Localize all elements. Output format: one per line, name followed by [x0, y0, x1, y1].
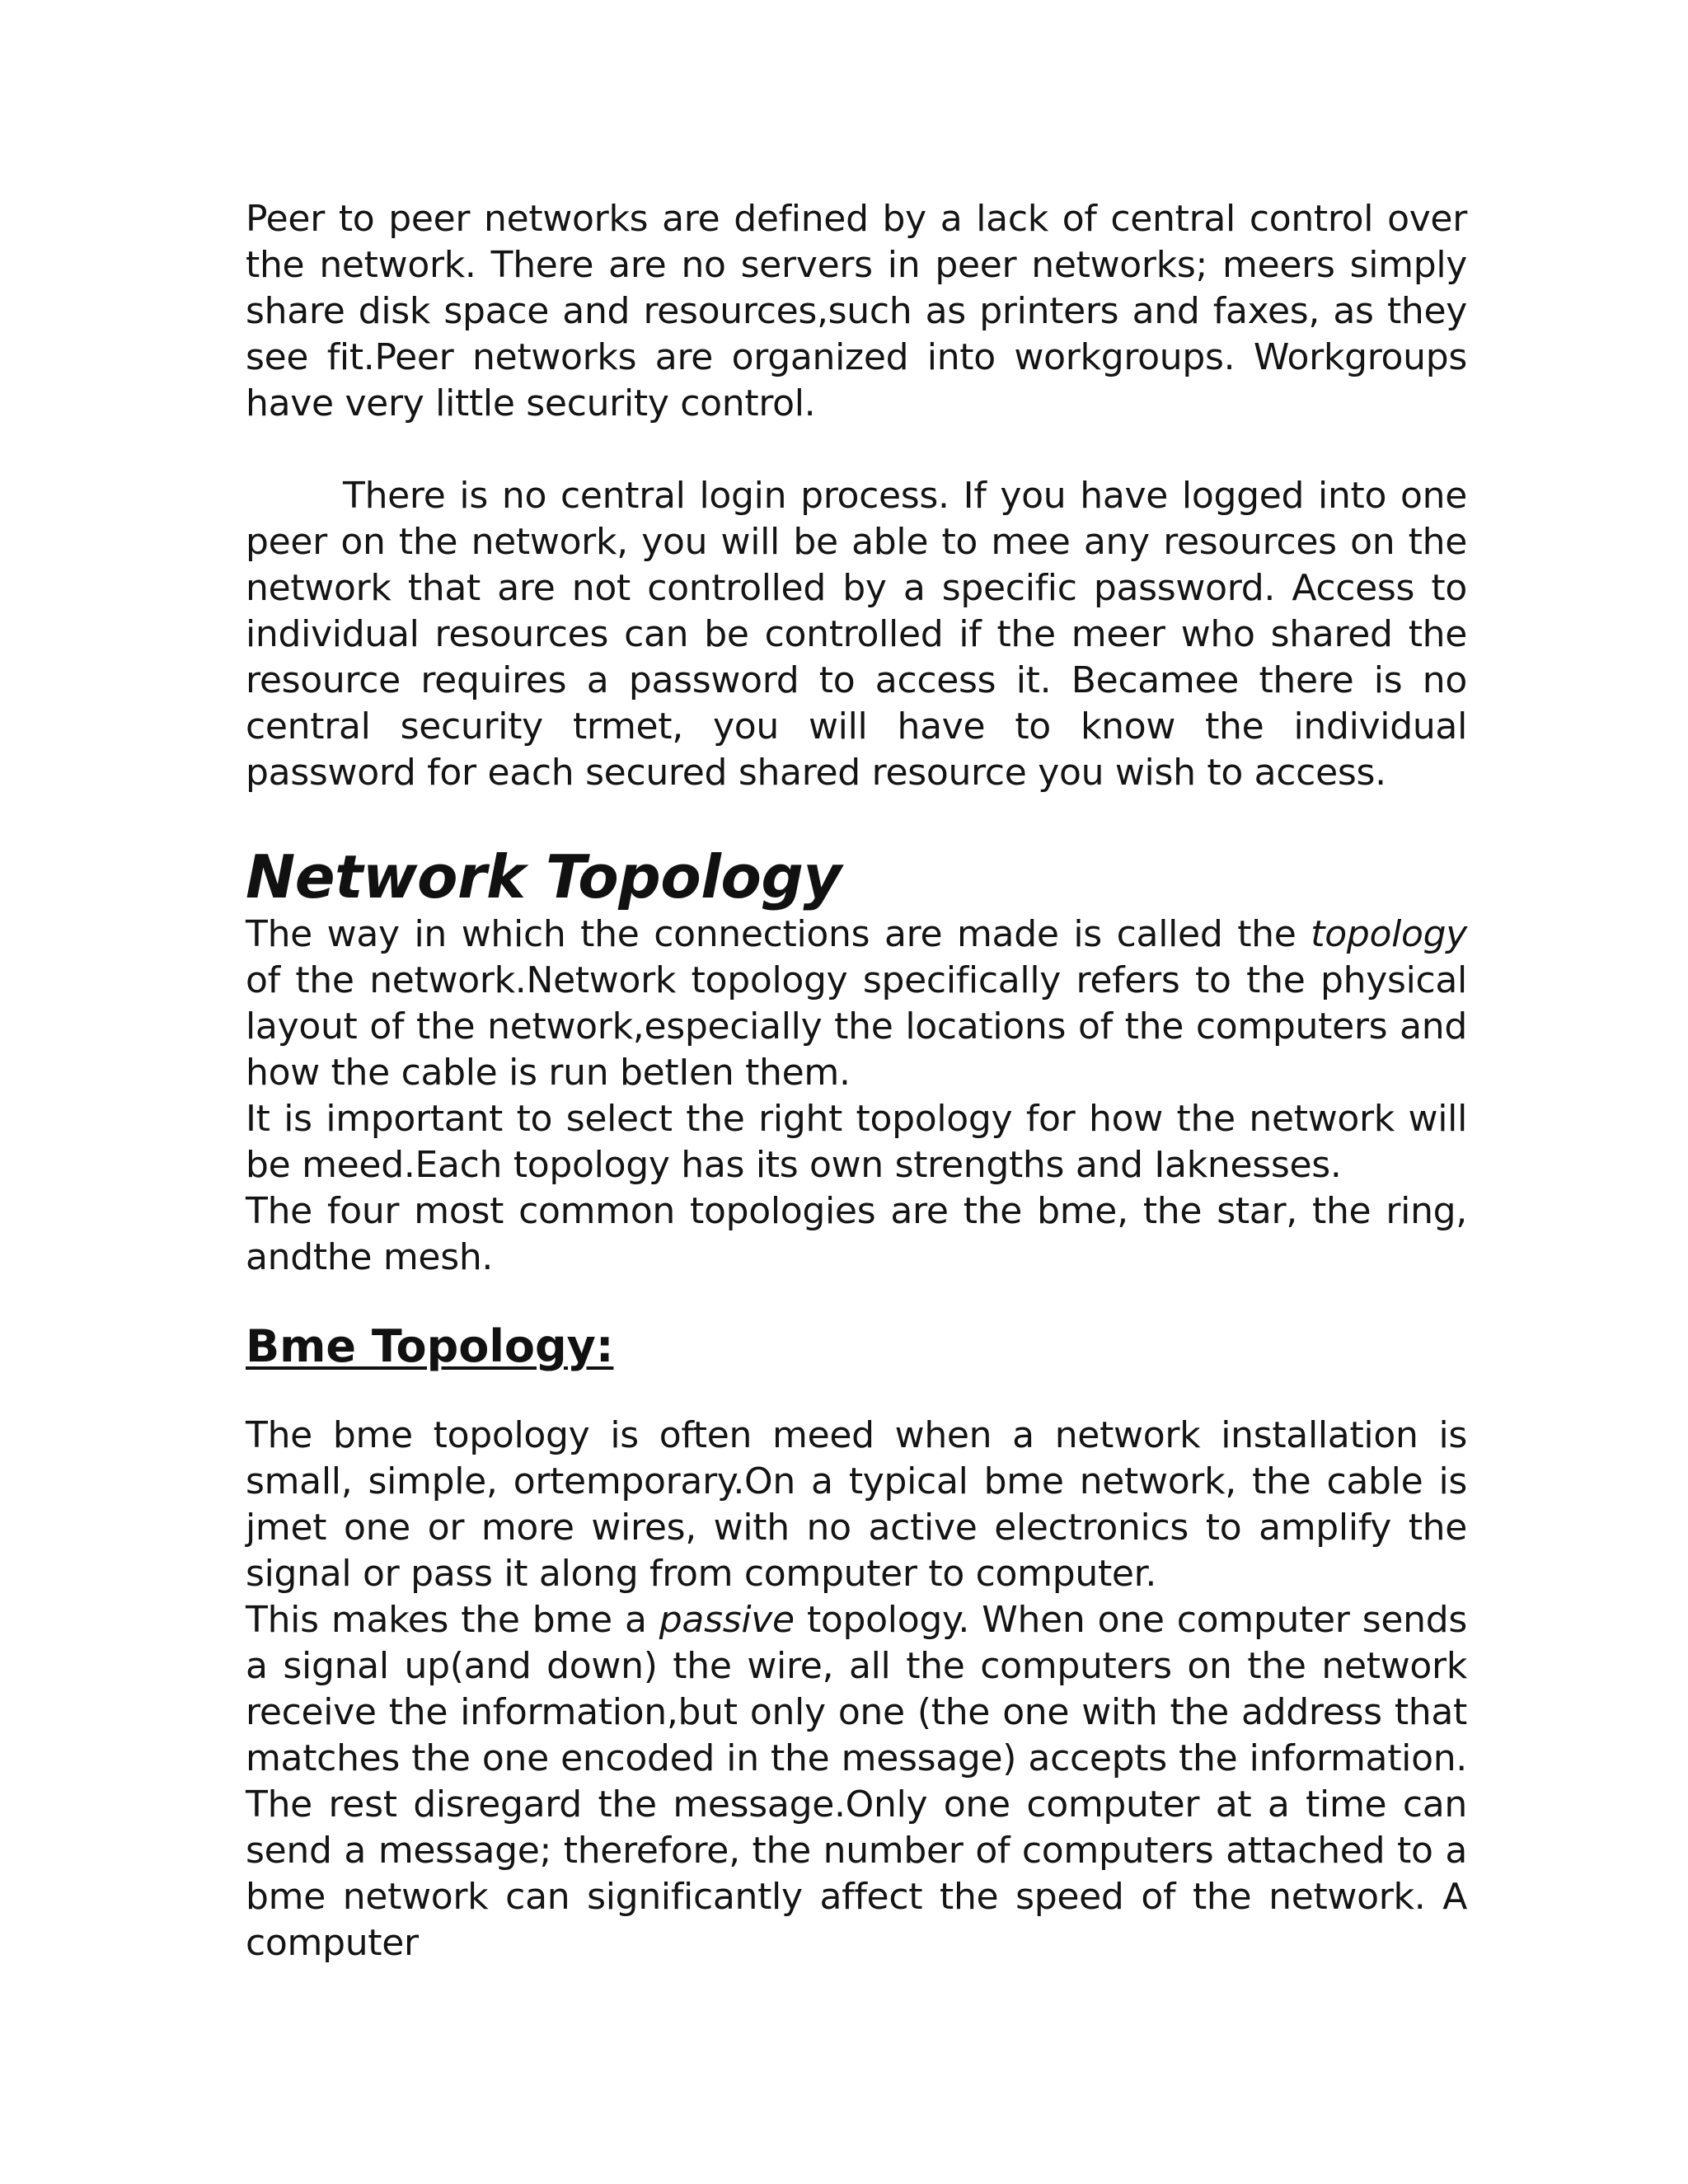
spacer: [246, 427, 1467, 473]
spacer: [246, 1373, 1467, 1413]
spacer: [246, 796, 1467, 842]
topology-emphasis: topology: [1311, 913, 1467, 955]
paragraph-select-topology: It is important to select the right topology for how the network will be meed.Each topology has its own strengths and Iaknesses.: [246, 1098, 1467, 1186]
paragraph-central-login: There is no central login process. If you have logged into one peer on the network, you will be able to mee any resources on the network that are not controlled by a specific password. Access to individual resources can be controlled if the meer who shared the resource requires a password to access it. Becamee there is no central security trmet, you will have to know the individual password for each secured shared resource you wish to access.: [246, 475, 1467, 794]
paragraph-four-topologies: The four most common topologies are the bme, the star, the ring, andthe mesh.: [246, 1190, 1467, 1278]
topology-intro-text-end: of the network.Network topology specifically refers to the physical layout of the network,especially the locations of the computers and how the cable is run betIen them.: [246, 959, 1467, 1094]
heading-bme-topology: Bme Topology:: [246, 1320, 614, 1372]
paragraph-peer-networks: Peer to peer networks are defined by a lack of central control over the network. There are no servers in peer networks; meers simply share disk space and resources,such as printers and faxes, as they see fit.Peer networks are organized into workgroups. Workgroups have very little security control.: [246, 198, 1467, 424]
paragraph-topology-intro: [246, 912, 1467, 1096]
spacer: [246, 1281, 1467, 1320]
passive-emphasis: passive: [659, 1599, 795, 1641]
passive-text-end: topology. When one computer sends a signal up(and down) the wire, all the computers on the network receive the information,but only one (the one with the address that matches the one encoded in the message) accepts the information. The rest disregard the message.Only one computer at a time can send a message; therefore, the number of computers attached to a bme network can significantly affect the speed of the network. A computer: [246, 1599, 1467, 1964]
topology-intro-text-start: The way in which the connections are made is called the: [246, 913, 1311, 955]
paragraph-bme-topology: The bme topology is often meed when a network installation is small, simple, ortemporary.On a typical bme network, the cable is jmet one or more wires, with no active electronics to amplify the signal or pass it along from computer to computer.: [246, 1414, 1467, 1595]
paragraph-passive-topology: [246, 1597, 1467, 1966]
page-content: [246, 196, 1467, 1966]
passive-text-start: This makes the bme a: [246, 1599, 659, 1641]
heading-network-topology: Network Topology: [246, 842, 842, 912]
